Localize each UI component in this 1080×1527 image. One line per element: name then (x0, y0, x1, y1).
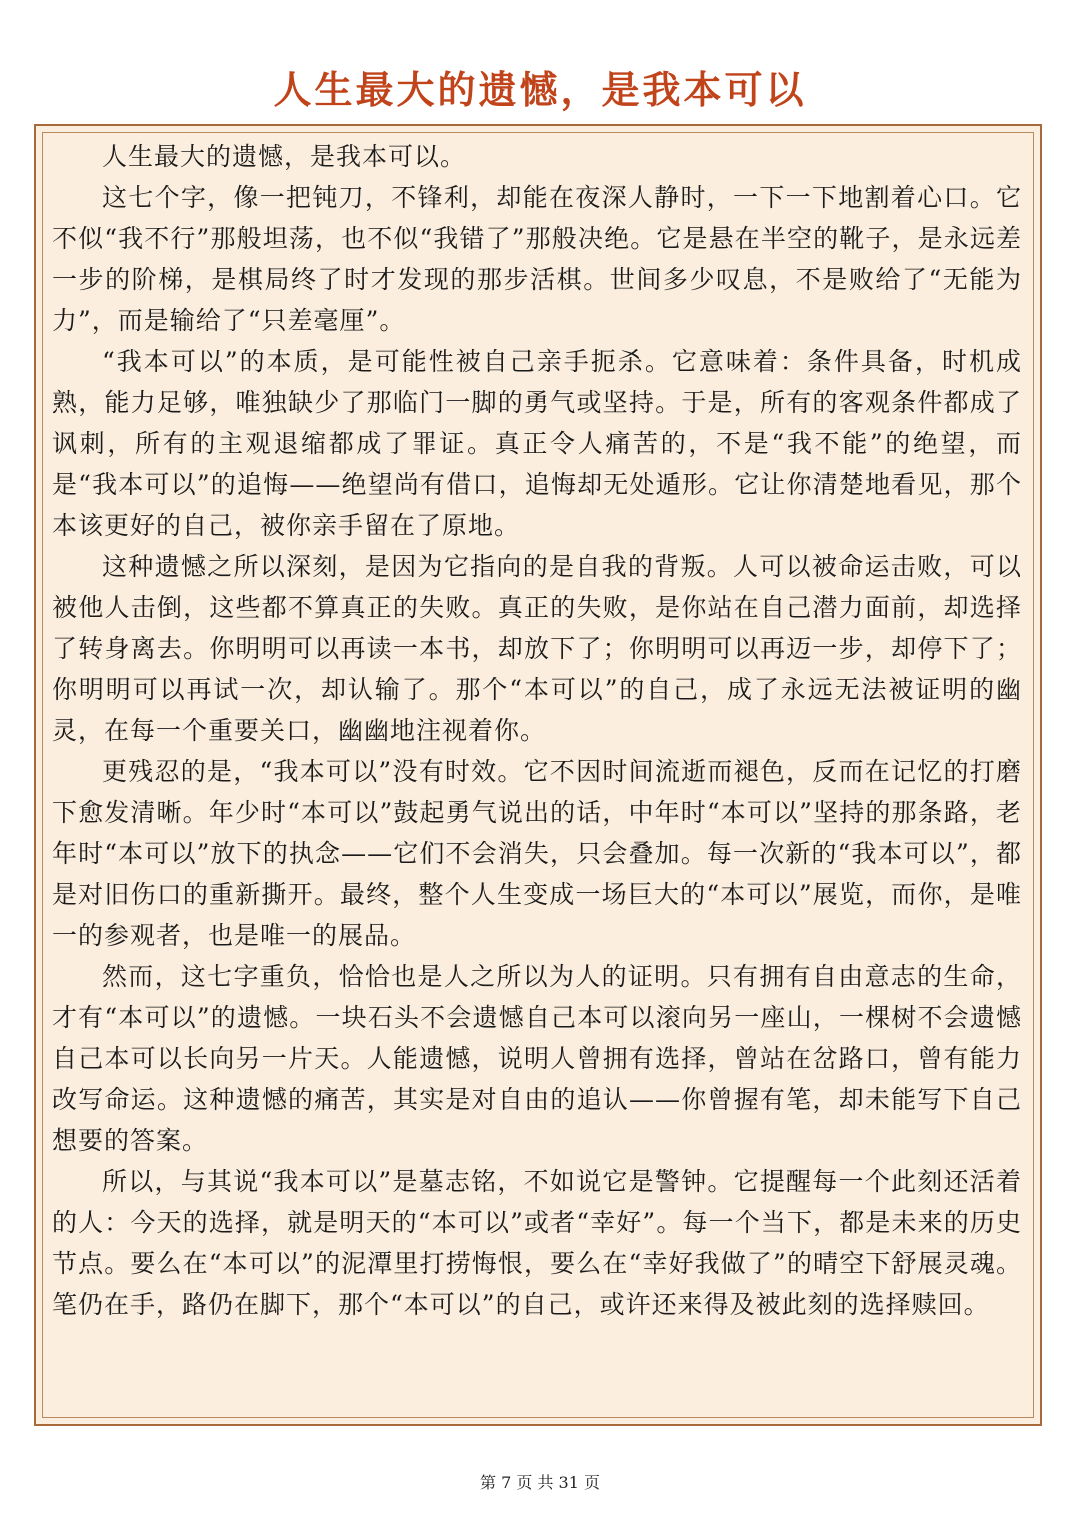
paragraph: 这种遗憾之所以深刻，是因为它指向的是自我的背叛。人可以被命运击败，可以被他人击倒，这些都不算真正的失败。真正的失败，是你站在自己潜力面前，却选择了转身离去。你明明可以再读一本书，却放下了；你明明可以再迈一步，却停下了；你明明可以再试一次，却认输了。那个“本可以”的自己，成了永远无法被证明的幽灵，在每一个重要关口，幽幽地注视着你。 (52, 552, 1022, 745)
article-body (52, 136, 1022, 1325)
article-frame (34, 124, 1042, 1426)
paragraph: 所以，与其说“我本可以”是墓志铭，不如说它是警钟。它提醒每一个此刻还活着的人：今天的选择，就是明天的“本可以”或者“幸好”。每一个当下，都是未来的历史节点。要么在“本可以”的泥潭里打捞悔恨，要么在“幸好我做了”的晴空下舒展灵魂。笔仍在手，路仍在脚下，那个“本可以”的自己，或许还来得及被此刻的选择赎回。 (52, 1167, 1022, 1319)
paragraph: 这七个字，像一把钝刀，不锋利，却能在夜深人静时，一下一下地割着心口。它不似“我不行”那般坦荡，也不似“我错了”那般决绝。它是悬在半空的靴子，是永远差一步的阶梯，是棋局终了时才发现的那步活棋。世间多少叹息，不是败给了“无能为力”，而是输给了“只差毫厘”。 (52, 183, 1022, 335)
paragraph: “我本可以”的本质，是可能性被自己亲手扼杀。它意味着：条件具备，时机成熟，能力足够，唯独缺少了那临门一脚的勇气或坚持。于是，所有的客观条件都成了讽刺，所有的主观退缩都成了罪证。真正令人痛苦的，不是“我不能”的绝望，而是“我本可以”的追悔——绝望尚有借口，追悔却无处遁形。它让你清楚地看见，那个本该更好的自己，被你亲手留在了原地。 (52, 347, 1022, 540)
paragraph: 更残忍的是，“我本可以”没有时效。它不因时间流逝而褪色，反而在记忆的打磨下愈发清晰。年少时“本可以”鼓起勇气说出的话，中年时“本可以”坚持的那条路，老年时“本可以”放下的执念——它们不会消失，只会叠加。每一次新的“我本可以”，都是对旧伤口的重新撕开。最终，整个人生变成一场巨大的“本可以”展览，而你，是唯一的参观者，也是唯一的展品。 (52, 757, 1022, 950)
page-number: 第 7 页 共 31 页 (480, 1473, 600, 1492)
paragraph: 然而，这七字重负，恰恰也是人之所以为人的证明。只有拥有自由意志的生命，才有“本可以”的遗憾。一块石头不会遗憾自己本可以滚向另一座山，一棵树不会遗憾自己本可以长向另一片天。人能遗憾，说明人曾拥有选择，曾站在岔路口，曾有能力改写命运。这种遗憾的痛苦，其实是对自由的追认——你曾握有笔，却未能写下自己想要的答案。 (52, 962, 1022, 1155)
paragraph: 人生最大的遗憾，是我本可以。 (102, 142, 467, 171)
page-title: 人生最大的遗憾，是我本可以 (273, 67, 807, 112)
